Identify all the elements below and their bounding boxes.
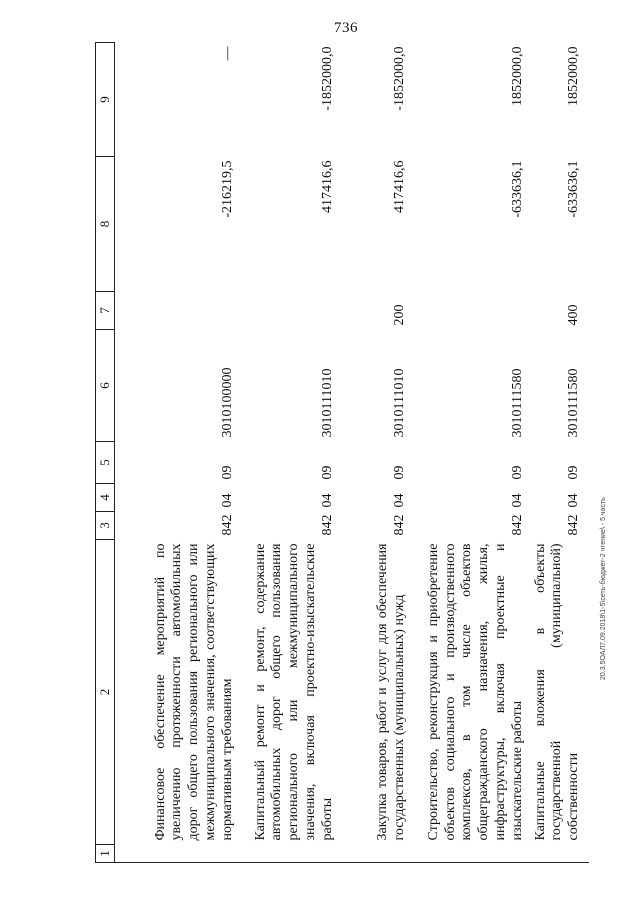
header-col-3: 3 — [96, 512, 115, 540]
row-description: Финансовое обеспечение мероприятий по увеличению протяженности автомобильных дорог общего пользования регионального или межмуниципального значения, соответствующих нормативным требованиям — [152, 543, 235, 841]
header-row — [96, 43, 115, 863]
row-vr — [243, 292, 343, 330]
row-grbs: 842 — [509, 514, 525, 536]
row-amount-2: 1852000,0 — [566, 46, 582, 106]
table-row — [243, 43, 343, 863]
header-col-7: 7 — [96, 292, 115, 330]
header-col-5: 5 — [96, 442, 115, 484]
row-pr: 09 — [319, 465, 335, 480]
row-csr: 3010111580 — [566, 368, 582, 438]
table-row — [343, 43, 415, 863]
row-rz: 04 — [319, 493, 335, 508]
row-description: Капитальный ремонт и ремонт, содержание автомобильных дорог общего пользования регионального или межмуниципального значения, включая проектно-изыскательские работы — [252, 543, 335, 841]
row-description: Капитальные вложения в объекты государственной (муниципальной) собственности — [532, 543, 582, 841]
side-footer — [600, 60, 614, 680]
header-col-9: 9 — [96, 43, 115, 157]
row-pr: 09 — [509, 465, 525, 480]
page-number: 736 — [334, 20, 358, 36]
header-col-2: 2 — [96, 540, 115, 845]
row-vr — [115, 292, 243, 330]
row-amount-1: -216219,5 — [219, 160, 235, 218]
footer-note: 20.3.5ОАЛ7,09.2018\1-5\сеть-бюджет-2 чтение\ - 5 часть — [600, 497, 607, 680]
row-csr: 3010111010 — [319, 368, 335, 438]
row-amount-1: -633636,1 — [566, 160, 582, 218]
row-vr — [415, 292, 533, 330]
row-rz: 04 — [391, 493, 407, 508]
row-vr: 200 — [391, 304, 407, 326]
table-row — [115, 43, 243, 863]
header-col-4: 4 — [96, 484, 115, 512]
header-col-6: 6 — [96, 330, 115, 442]
row-amount-2: — — [219, 46, 235, 61]
row-csr: 3010111580 — [509, 368, 525, 438]
row-amount-1: -633636,1 — [509, 160, 525, 218]
row-amount-2: -1852000,0 — [319, 46, 335, 111]
row-vr: 400 — [566, 304, 582, 326]
row-csr: 3010111010 — [391, 368, 407, 438]
row-description: Закупка товаров, работ и услуг для обеспечения государственных (муниципальных) нужд — [374, 543, 407, 841]
row-pr: 09 — [219, 465, 235, 480]
table-row — [533, 43, 589, 863]
row-rz: 04 — [509, 493, 525, 508]
row-amount-2: -1852000,0 — [391, 46, 407, 111]
row-grbs: 842 — [219, 514, 235, 536]
header-col-1: 1 — [96, 845, 115, 863]
row-rz: 04 — [566, 493, 582, 508]
row-pr: 09 — [566, 465, 582, 480]
row-amount-1: 417416,6 — [391, 160, 407, 213]
row-csr: 3010100000 — [219, 367, 235, 438]
row-amount-1: 417416,6 — [319, 160, 335, 213]
row-grbs: 842 — [391, 514, 407, 536]
row-pr: 09 — [391, 465, 407, 480]
row-description: Строительство, реконструкция и приобретение объектов социального и производственного комплексов, в том числе объектов общегражданского назначения, жилья, инфраструктуры, включая проектные и изыскательские работы — [425, 543, 525, 841]
row-grbs: 842 — [566, 514, 582, 536]
row-rz: 04 — [219, 493, 235, 508]
row-amount-2: 1852000,0 — [509, 46, 525, 106]
budget-table — [95, 43, 585, 863]
table-row — [415, 43, 533, 863]
header-col-8: 8 — [96, 157, 115, 292]
row-grbs: 842 — [319, 514, 335, 536]
